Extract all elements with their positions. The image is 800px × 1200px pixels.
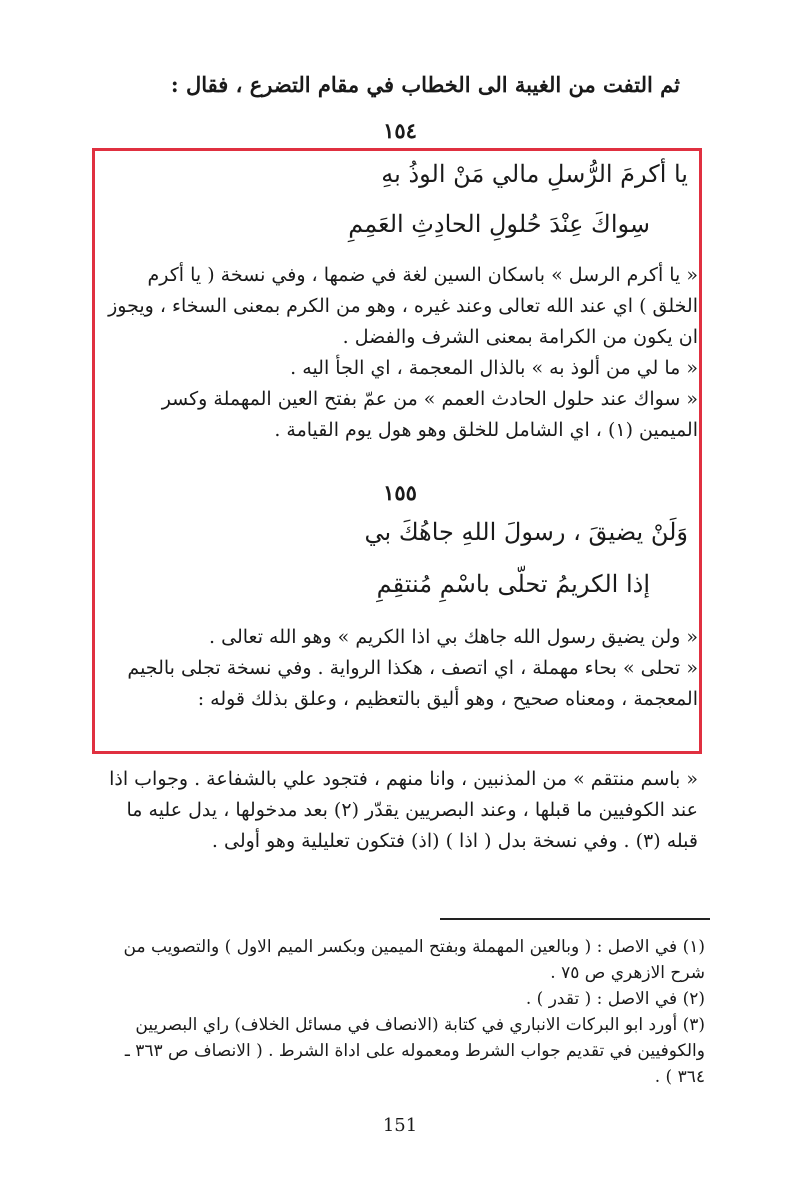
footnote: (١) في الاصل : ( وبالعين المهملة وبفتح الميمين وبكسر الميم الاول ) والتصويب من شرح الازهري ص ٧٥ . (123, 937, 705, 983)
commentary-paragraph: « ما لي من ألوذ به » بالذال المعجمة ، اي الجأ اليه . (290, 357, 698, 379)
footnote-divider (440, 918, 710, 920)
commentary-154 (100, 260, 698, 446)
page-number: 151 (382, 1115, 418, 1136)
verse-155-line-2: إذا الكريمُ تحلّى باسْمِ مُنتقِمِ (376, 570, 650, 598)
verse-154-line-1: يا أكرمَ الرُّسلِ مالي مَنْ الوذُ بهِ (381, 160, 688, 188)
commentary-paragraph: « ولن يضيق رسول الله جاهك بي اذا الكريم » وهو الله تعالى . (209, 626, 698, 648)
commentary-paragraph: « يا أكرم الرسل » باسكان السين لغة في ضمها ، وفي نسخة ( يا أكرم الخلق ) اي عند الله تعالى وعند غيره ، وهو من الكرم بمعنى السخاء ، ويجوز ان يكون من الكرامة بمعنى الشرف والفضل . (108, 264, 698, 348)
verse-155-line-1: وَلَنْ يضيقَ ، رسولَ اللهِ جاهُكَ بي (364, 518, 688, 546)
footnotes (95, 934, 705, 1090)
commentary-155-continued (100, 764, 698, 857)
footnote: (٢) في الاصل : ( تقدر ) . (525, 989, 705, 1009)
verse-number-154: ١٥٤ (383, 118, 417, 143)
footnote: (٣) أورد ابو البركات الانباري في كتابة (الانصاف في مسائل الخلاف) راي البصريين والكوفيين في تقديم جواب الشرط ومعموله على اداة الشرط . ( الانصاف ص ٣٦٣ ـ ٣٦٤ ) . (124, 1015, 705, 1087)
verse-154-line-2: سِواكَ عِنْدَ حُلولِ الحادِثِ العَمِمِ (348, 210, 650, 238)
commentary-paragraph: « باسم منتقم » من المذنبين ، وانا منهم ، فتجود علي بالشفاعة . وجواب اذا عند الكوفيين ما قبلها ، وعند البصريين يقدّر (٢) بعد مدخولها ، يدل عليه ما قبله (٣) . وفي نسخة بدل ( اذا ) (اذ) فتكون تعليلية وهو أولى . (109, 768, 698, 852)
verse-number-155: ١٥٥ (383, 480, 417, 505)
commentary-paragraph: « سواك عند حلول الحادث العمم » من عمّ بفتح العين المهملة وكسر الميمين (١) ، اي الشامل للخلق وهو هول يوم القيامة . (161, 388, 698, 441)
section-heading: ثم التفت من الغيبة الى الخطاب في مقام التضرع ، فقال : (170, 72, 680, 97)
commentary-paragraph: « تحلى » بحاء مهملة ، اي اتصف ، هكذا الرواية . وفي نسخة تجلى بالجيم المعجمة ، ومعناه صحيح ، وهو أليق بالتعظيم ، وعلق بذلك قوله : (127, 657, 698, 710)
commentary-155-boxed (100, 622, 698, 715)
